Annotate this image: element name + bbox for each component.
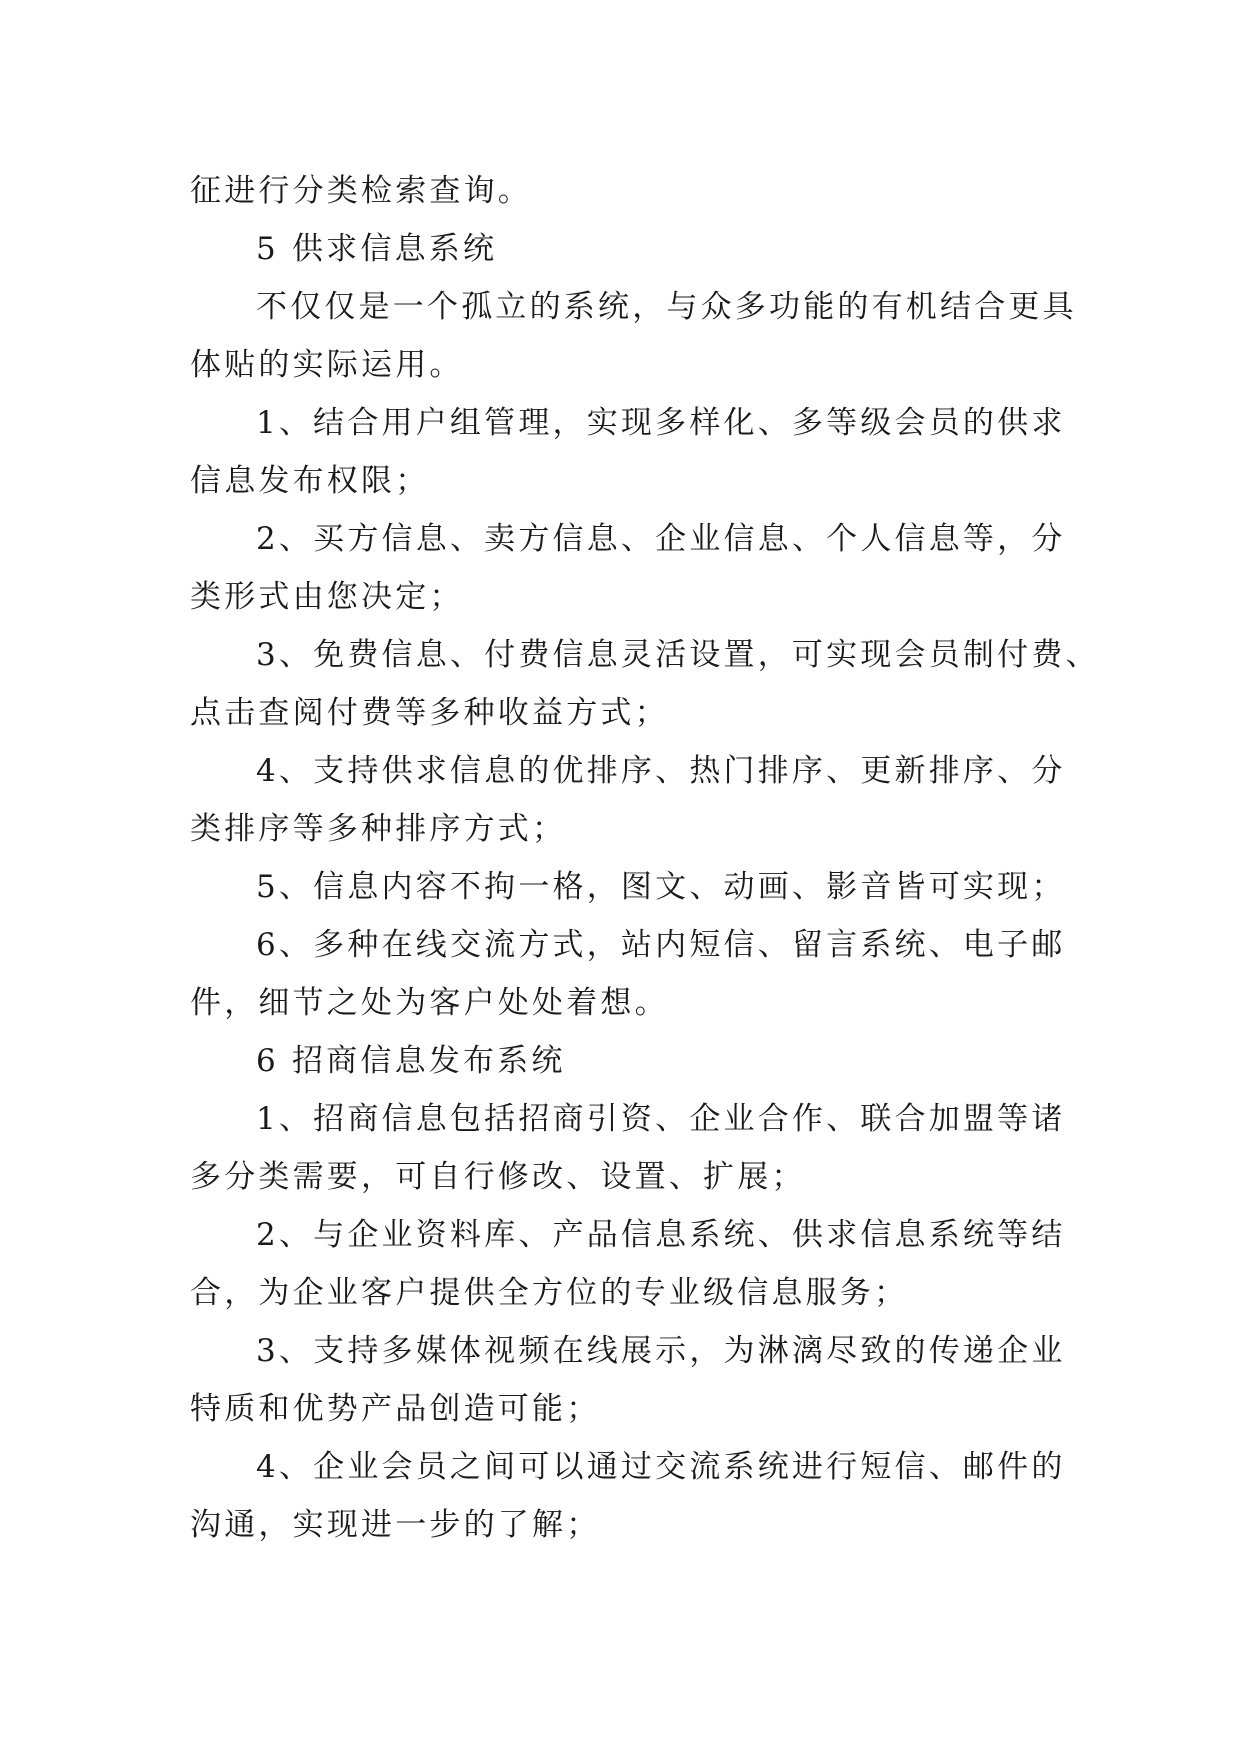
list-item-line: 4、企业会员之间可以通过交流系统进行短信、邮件的	[256, 1449, 1066, 1485]
document-body	[190, 162, 1100, 1554]
text-line: 征进行分类检索查询。	[190, 173, 532, 209]
list-item-line: 1、招商信息包括招商引资、企业合作、联合加盟等诸	[256, 1101, 1066, 1137]
text-line: 多分类需要，可自行修改、设置、扩展；	[190, 1159, 806, 1195]
section-heading: 5 供求信息系统	[256, 231, 498, 267]
list-item-line: 1、结合用户组管理，实现多样化、多等级会员的供求	[256, 405, 1066, 441]
list-item-line: 2、买方信息、卖方信息、企业信息、个人信息等，分	[256, 521, 1066, 557]
list-item-line: 6、多种在线交流方式，站内短信、留言系统、电子邮	[256, 927, 1066, 963]
list-item-line: 4、支持供求信息的优排序、热门排序、更新排序、分	[256, 753, 1066, 789]
list-item-line: 3、免费信息、付费信息灵活设置，可实现会员制付费、	[256, 637, 1100, 673]
text-line: 合，为企业客户提供全方位的专业级信息服务；	[190, 1275, 909, 1311]
text-line: 体贴的实际运用。	[190, 347, 464, 383]
text-line: 特质和优势产品创造可能；	[190, 1391, 601, 1427]
text-line: 件，细节之处为客户处处着想。	[190, 985, 669, 1021]
list-item-line: 2、与企业资料库、产品信息系统、供求信息系统等结	[256, 1217, 1066, 1253]
text-line: 信息发布权限；	[190, 463, 430, 499]
text-line: 不仅仅是一个孤立的系统，与众多功能的有机结合更具	[256, 289, 1077, 325]
text-line: 类排序等多种排序方式；	[190, 811, 567, 847]
list-item-line: 3、支持多媒体视频在线展示，为淋漓尽致的传递企业	[256, 1333, 1066, 1369]
text-line: 点击查阅付费等多种收益方式；	[190, 695, 669, 731]
text-line: 类形式由您决定；	[190, 579, 464, 615]
list-item-line: 5、信息内容不拘一格，图文、动画、影音皆可实现；	[256, 869, 1066, 905]
section-heading: 6 招商信息发布系统	[256, 1043, 566, 1079]
text-line: 沟通，实现进一步的了解；	[190, 1507, 601, 1543]
